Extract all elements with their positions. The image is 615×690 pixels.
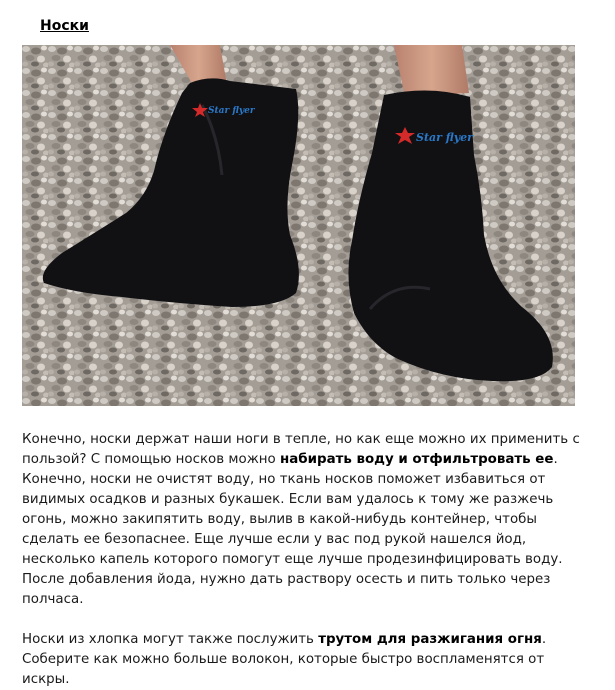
highlight-tinder: трутом для разжигания огня xyxy=(318,632,542,647)
brand-text-right: Star flyer xyxy=(416,131,473,144)
brand-text-left: Star flyer xyxy=(208,106,255,116)
section-title: Носки xyxy=(40,18,89,34)
socks-photo xyxy=(22,45,575,406)
paragraph-water-filter: Конечно, носки держат наши ноги в тепле, но как еще можно их применить с пользой? С помощью носков можно набирать воду и отфильтровать ее. Конечно, носки не очистят воду, но ткань носков поможет избавиться от видимых осадков и разных букашек. Если вам удалось к тому же разжечь огонь, можно закипятить воду, вылив в какой-нибудь контейнер, чтобы сделать ее безопаснее. Еще лучше если у вас под рукой нашелся йод, несколько капель которого помогут еще лучше продезинфицировать воду. После добавления йода, нужно дать раствору осесть и пить только через полчаса. xyxy=(22,432,580,607)
article-body xyxy=(22,430,582,690)
highlight-water-filter: набирать воду и отфильтровать ее xyxy=(279,452,554,467)
right-leg xyxy=(394,45,469,97)
paragraph-tinder: Носки из хлопка могут также послужить трутом для разжигания огня. Соберите как можно больше волокон, которые быстро воспламенятся от искры. xyxy=(22,632,547,687)
